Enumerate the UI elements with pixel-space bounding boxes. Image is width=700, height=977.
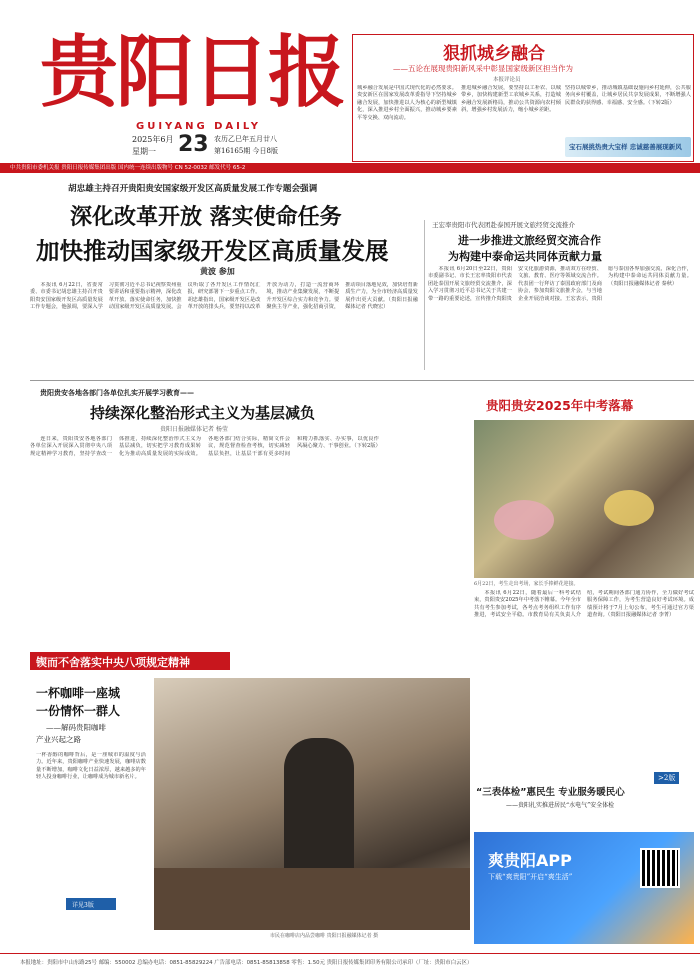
second-byline: 贵阳日报融媒体记者 杨莹 [160,426,228,433]
second-body-text: 连日来，贵阳贵安各地各部门各单位深入开展深入贯彻中央八项规定精神学习教育，坚持学查改一体推进，持续深化整治形式主义为基层减负，切实把学习教育成果转化为推动高质量发展的实际成效。各地各部门结合实际，精简文件会议，规范督查检查考核，切实减轻基层负担，让基层干部有更多时间和精力抓落实、办实事，以优良作风凝心聚力、干事创业。（下转2版） [30,436,381,457]
coffee-title-2: 一份情怀一群人 [36,704,121,718]
top-story-col3: 坚持以城带乡，推动城镇基础设施向乡村延伸，公共服务向乡村覆盖，让城乡居民共享发展成果，不断增强人民群众的获得感、幸福感、安全感。（下转2版） [565,85,691,106]
masthead-title: 贵阳日报 [40,27,345,118]
exam-story [474,396,694,756]
coffee-title-1: 一杯咖啡一座城 [36,686,121,700]
lead-body [30,282,418,374]
flowers-shape [494,500,554,540]
coffee-sub-1: ——解码贵阳咖啡 [46,723,106,732]
top-story-col2: 推进城乡融合发展，要坚持以工补农、以城带乡，加快构建新型工农城乡关系，打造城乡融合发展新格局，推动公共资源向农村倾斜，增强乡村发展活力，缩小城乡差距。 [461,85,561,114]
lead-kicker: 胡忠雄主持召开贵阳贵安国家级开发区高质量发展工作专题会强调 [68,184,318,194]
top-story-ad [565,137,691,157]
date-block [132,134,332,158]
lead-byline: 黄波 参加 [200,266,235,276]
flowers-shape [604,490,654,526]
info-strip-text: 中共贵阳市委机关报 贵阳日报传媒集团出版 国内统一连续出版物号 CN 52-0032 邮发代号 65-2 [10,165,246,171]
app-name: 爽贵阳APP [488,851,572,870]
second-title: 持续深化整治形式主义为基层减负 [90,404,316,422]
discipline-banner [30,652,230,670]
masthead-pinyin: GUIYANG DAILY [136,121,261,132]
date-weekday: 星期一 [132,147,156,156]
coffee-sub-2: 产业兴起之路 [36,735,81,744]
coffee-photo [154,678,470,930]
exam-body-text: 本报讯 6月22日，随着最后一科考试结束，贵阳贵安2025年中考落下帷幕。今年全市共有考生参加考试，各考点考务组织工作有序推进，考试安全平稳。市教育局有关负责人介绍，考试期间各部门通力协作，全力做好考试服务保障工作，为考生营造良好考试环境。成绩预计将于7月上旬公布，考生可通过官方渠道查询。（贵阳日报融媒体记者 李菁） [474,590,694,619]
top-story-subtitle: ——五论在展现贵阳新风采中彰显国家级新区担当作为 [393,64,573,73]
coffee-tag-text: 详见3版 [72,902,94,909]
info-strip [0,163,700,173]
lunar-date: 农历乙巳年五月廿八 [214,135,277,143]
app-ad[interactable] [474,832,694,944]
teaser-page: >2版 [654,772,679,784]
counter-shape [154,868,470,930]
issue-number: 第16165期 今日8版 [214,147,278,155]
right-title-1: 进一步推进文旅经贸交流合作 [458,234,601,247]
top-story-byline: 本报评论员 [493,77,521,83]
top-story-title: 狠抓城乡融合 [443,44,545,64]
section-divider [30,380,694,381]
second-kicker: 贵阳贵安各地各部门各单位扎实开展学习教育—— [40,388,194,397]
second-story [30,384,470,670]
exam-title: 贵阳贵安2025年中考落幕 [486,398,634,413]
right-story [428,220,694,370]
date-day: 23 [178,132,209,157]
lead-title-1: 深化改革开放 落实使命任务 [70,205,342,230]
date-year-month: 2025年6月 [132,135,174,144]
footer-rule [0,953,700,954]
coffee-body: 一杯香醇的咖啡背后，是一座城市的温度与活力。近年来，贵阳咖啡产业快速发展，咖啡店数量不断增加，咖啡文化日益浓厚，越来越多的年轻人投身咖啡行业，让咖啡成为城市新名片。 [36,752,146,781]
app-line: 下载“爽贵阳”开启“爽生活” [488,873,573,881]
qr-code-icon [640,848,680,888]
exam-body [474,590,694,754]
discipline-banner-text: 锲而不舍落实中央八项规定精神 [36,656,190,669]
footer: 本报地址：贵阳市中山东路25号 邮编：550002 总编办电话：0851-85829224 广告部电话：0851-85813858 零售：1.50元 贵阳日报传媒集团印务有限公司承印（厂址：贵阳市白云区） [20,960,473,966]
coffee-feature [30,674,470,944]
top-story [352,34,694,162]
column-divider [424,220,425,370]
teaser-box[interactable] [474,772,694,816]
right-title-2: 为构建中泰命运共同体贡献力量 [448,250,602,263]
teaser-title: “三表体检”惠民生 专业服务暖民心 [476,787,625,798]
lead-body-text: 本报讯 6月22日，省委常委、市委书记胡忠雄主持召开贵阳贵安国家级开发区高质量发展工作专题会，他强调，要深入学习贯彻习近平总书记视察贵州重要讲话和重要指示精神，深化改革开放、落实使命任务，加快推动国家级开发区高质量发展。会议听取了各开发区工作情况汇报，研究部署下一步重点工作。胡忠雄指出，国家级开发区是改革开放的排头兵，要坚持以改革开放为动力，打造一流营商环境，推动产业集聚发展，不断提升开发区综合实力和竞争力。要聚焦主导产业，强化招商引资，推动项目落地见效，加快培育新质生产力，为全市经济高质量发展作出更大贡献。（贵阳日报融媒体记者 代晓宏） [30,282,418,311]
coffee-caption: 市民在咖啡店内品尝咖啡 贵阳日报融媒体记者 摄 [270,933,379,939]
right-body [428,266,692,366]
coffee-tag [66,898,116,910]
barista-shape [284,738,354,878]
right-kicker: 王宏率贵阳市代表团赴泰国开展文旅经贸交流推介 [432,221,575,229]
exam-caption: 6月22日，考生走出考场，家长手捧鲜花迎接。 [474,581,579,587]
teaser-sub: ——贵阳扎实推进居民“水电气”安全体检 [506,802,615,809]
top-story-col1: 城乡融合发展是中国式现代化的必然要求。贵安新区在国家发展改革委指导下坚持城乡融合发展，加快推进以人为核心的新型城镇化，深入推进乡村全面振兴，推动城乡要素平等交换、双向流动。 [357,85,457,121]
lead-story [30,178,420,378]
top-story-ad-text: 宝石展挑热贵大宝样 忠诚慈善展现新风 [569,143,682,151]
exam-photo [474,420,694,578]
lead-title-2: 加快推动国家级开发区高质量发展 [36,237,389,265]
right-body-text: 本报讯 6月20日至22日，贵阳市委副书记、市长王宏率贵阳市代表团赴泰国开展文旅经贸交流推介，深入学习贯彻习近平总书记关于共建一带一路的重要论述，宣传推介贵阳贵安文化旅游资源，推动双方在经贸、文旅、教育、医疗等领域交流合作。代表团一行拜访了泰国政府部门及商协会，参加贵阳文旅推介会，与当地企业开展洽谈对接。王宏表示，贵阳愿与泰国各界加强交流，深化合作，为构建中泰命运共同体贡献力量。（贵阳日报融媒体记者 秦秋） [428,266,692,302]
second-body [30,436,468,652]
